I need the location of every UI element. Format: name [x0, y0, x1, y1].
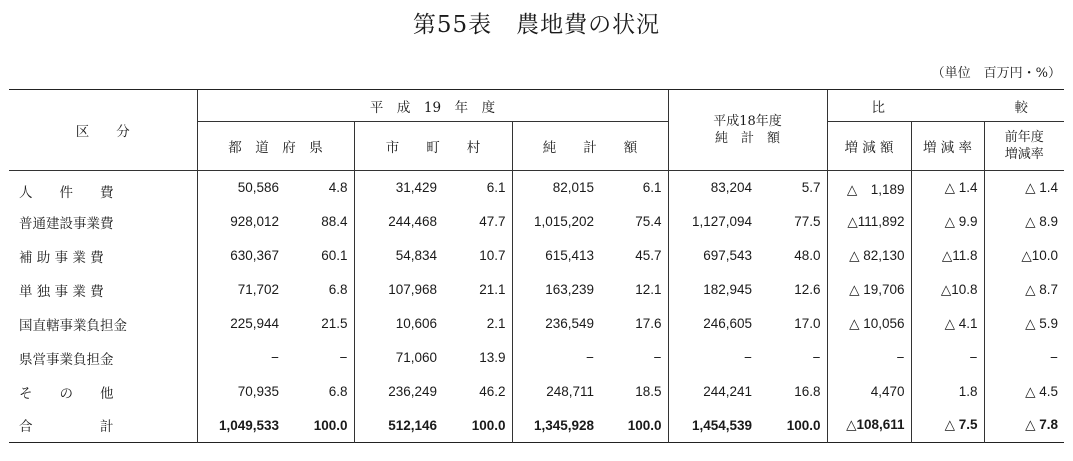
cell-fy18-ratio: 48.0 — [794, 248, 821, 263]
header-fy18 — [668, 90, 827, 171]
farmland-cost-table — [9, 89, 1064, 443]
header-comparison-right: 較 — [1014, 99, 1029, 116]
cell-fy18-amount: 1,127,094 — [668, 205, 758, 239]
header-fy18-line2: 純 計 額 — [715, 131, 781, 146]
cell-muni-ratio: 46.2 — [479, 384, 506, 399]
table-body — [9, 171, 1064, 443]
cell-prev-change-rate: △ 7.8 — [984, 409, 1064, 443]
cell-net-amount: 82,015 — [512, 171, 600, 205]
cell-fy18-ratio: 77.5 — [794, 214, 821, 229]
cell-net-ratio: − — [653, 350, 662, 365]
cell-fy18-amount: 697,543 — [668, 239, 758, 273]
table-row — [9, 409, 1064, 443]
cell-prev-change-rate: − — [984, 341, 1064, 375]
cell-muni-ratio: 21.1 — [479, 282, 506, 297]
row-label: 補 助 事 業 費 — [19, 249, 104, 266]
cell-net-ratio: 12.1 — [635, 282, 662, 297]
cell-muni-ratio: 13.9 — [479, 350, 506, 365]
cell-prev-change-rate: △10.0 — [984, 239, 1064, 273]
cell-net-ratio: 18.5 — [635, 384, 662, 399]
cell-change-amount: △ 10,056 — [827, 307, 911, 341]
cell-pref-ratio: 88.4 — [321, 214, 348, 229]
cell-change-amount: △111,892 — [827, 205, 911, 239]
table-row — [9, 239, 1064, 273]
cell-pref-ratio: 4.8 — [328, 180, 348, 196]
cell-fy18-ratio: 100.0 — [786, 417, 821, 433]
cell-net-amount: 163,239 — [512, 273, 600, 307]
cell-change-amount: △ 82,130 — [827, 239, 911, 273]
cell-net-amount: 1,345,928 — [512, 409, 600, 443]
cell-prev-change-rate: △ 5.9 — [984, 307, 1064, 341]
cell-change-rate: △ 7.5 — [911, 409, 984, 443]
cell-pref-ratio: 6.8 — [328, 384, 348, 399]
cell-pref-amount: 71,702 — [197, 273, 285, 307]
cell-muni-ratio: 47.7 — [479, 214, 506, 229]
cell-fy18-amount: 1,454,539 — [668, 409, 758, 443]
cell-change-rate: △ 1.4 — [911, 171, 984, 205]
table-row — [9, 375, 1064, 409]
cell-fy18-ratio: − — [812, 350, 821, 365]
table-row — [9, 307, 1064, 341]
row-label: 普通建設事業費 — [19, 215, 114, 232]
cell-prev-change-rate: △ 4.5 — [984, 375, 1064, 409]
cell-net-ratio: 6.1 — [642, 180, 662, 196]
cell-muni-amount: 10,606 — [354, 307, 443, 341]
table-row — [9, 205, 1064, 239]
cell-fy18-ratio: 17.0 — [794, 316, 821, 331]
header-prev-change-rate-line2: 増減率 — [1004, 147, 1044, 162]
cell-net-amount: 1,015,202 — [512, 205, 600, 239]
cell-fy18-ratio: 5.7 — [801, 180, 821, 196]
cell-net-ratio: 75.4 — [635, 214, 662, 229]
cell-fy18-ratio: 12.6 — [794, 282, 821, 297]
row-label: 県営事業負担金 — [19, 351, 114, 368]
header-change-amount: 増 減 額 — [827, 122, 911, 171]
row-label: 合 計 — [19, 419, 114, 436]
cell-net-amount: 248,711 — [512, 375, 600, 409]
cell-change-rate: △ 9.9 — [911, 205, 984, 239]
header-comparison-left: 比 — [871, 99, 886, 116]
cell-fy18-amount: 244,241 — [668, 375, 758, 409]
cell-muni-amount: 71,060 — [354, 341, 443, 375]
cell-pref-ratio: 6.8 — [328, 282, 348, 297]
cell-change-amount: △108,611 — [827, 409, 911, 443]
cell-pref-ratio: − — [339, 350, 348, 365]
cell-fy18-amount: 246,605 — [668, 307, 758, 341]
cell-pref-ratio: 60.1 — [321, 248, 348, 263]
cell-muni-amount: 107,968 — [354, 273, 443, 307]
row-label: 単 独 事 業 費 — [19, 283, 104, 300]
cell-pref-amount: 225,944 — [197, 307, 285, 341]
table-title: 第55表 農地費の状況 — [412, 12, 661, 38]
header-kubun: 区 分 — [9, 90, 197, 171]
cell-net-amount: 615,413 — [512, 239, 600, 273]
cell-fy18-amount: 182,945 — [668, 273, 758, 307]
row-label: 人 件 費 — [19, 184, 114, 201]
cell-change-amount: △ 19,706 — [827, 273, 911, 307]
cell-pref-amount: − — [197, 341, 285, 375]
cell-net-ratio: 100.0 — [627, 417, 662, 433]
cell-pref-amount: 70,935 — [197, 375, 285, 409]
cell-fy18-ratio: 16.8 — [794, 384, 821, 399]
header-prev-change-rate-line1: 前年度 — [1004, 130, 1044, 145]
unit-note: （単位 百万円・%） — [931, 66, 1061, 81]
cell-muni-amount: 512,146 — [354, 409, 443, 443]
cell-pref-amount: 50,586 — [197, 171, 285, 205]
table-row — [9, 273, 1064, 307]
header-comparison — [827, 90, 1064, 122]
cell-pref-ratio: 100.0 — [313, 417, 348, 433]
cell-muni-ratio: 6.1 — [486, 180, 506, 196]
header-prefectures: 都 道 府 県 — [197, 122, 354, 171]
header-net-total: 純 計 額 — [512, 122, 668, 171]
cell-change-rate: 1.8 — [911, 375, 984, 409]
cell-muni-ratio: 100.0 — [471, 417, 506, 433]
cell-pref-amount: 630,367 — [197, 239, 285, 273]
header-municipalities: 市 町 村 — [354, 122, 512, 171]
cell-prev-change-rate: △ 1.4 — [984, 171, 1064, 205]
header-fy19: 平 成 19 年 度 — [197, 90, 668, 122]
cell-change-rate: △ 4.1 — [911, 307, 984, 341]
cell-pref-amount: 928,012 — [197, 205, 285, 239]
cell-net-ratio: 17.6 — [635, 316, 662, 331]
cell-muni-amount: 244,468 — [354, 205, 443, 239]
cell-change-amount: − — [827, 341, 911, 375]
cell-pref-ratio: 21.5 — [321, 316, 348, 331]
cell-fy18-amount: − — [668, 341, 758, 375]
cell-change-rate: △11.8 — [911, 239, 984, 273]
row-label: 国直轄事業負担金 — [19, 317, 127, 334]
header-change-rate: 増 減 率 — [911, 122, 984, 171]
cell-muni-amount: 31,429 — [354, 171, 443, 205]
header-fy18-line1: 平成18年度 — [713, 114, 782, 129]
cell-fy18-amount: 83,204 — [668, 171, 758, 205]
cell-muni-ratio: 2.1 — [486, 316, 506, 331]
cell-prev-change-rate: △ 8.7 — [984, 273, 1064, 307]
cell-net-amount: − — [512, 341, 600, 375]
cell-change-rate: − — [911, 341, 984, 375]
cell-change-amount: △ 1,189 — [827, 171, 911, 205]
table-row — [9, 171, 1064, 205]
cell-prev-change-rate: △ 8.9 — [984, 205, 1064, 239]
cell-net-amount: 236,549 — [512, 307, 600, 341]
cell-pref-amount: 1,049,533 — [197, 409, 285, 443]
row-label: そ の 他 — [19, 385, 114, 402]
cell-change-rate: △10.8 — [911, 273, 984, 307]
cell-change-amount: 4,470 — [827, 375, 911, 409]
table-row — [9, 341, 1064, 375]
cell-muni-amount: 54,834 — [354, 239, 443, 273]
header-prev-change-rate — [984, 122, 1064, 171]
cell-net-ratio: 45.7 — [635, 248, 662, 263]
cell-muni-ratio: 10.7 — [479, 248, 506, 263]
cell-muni-amount: 236,249 — [354, 375, 443, 409]
